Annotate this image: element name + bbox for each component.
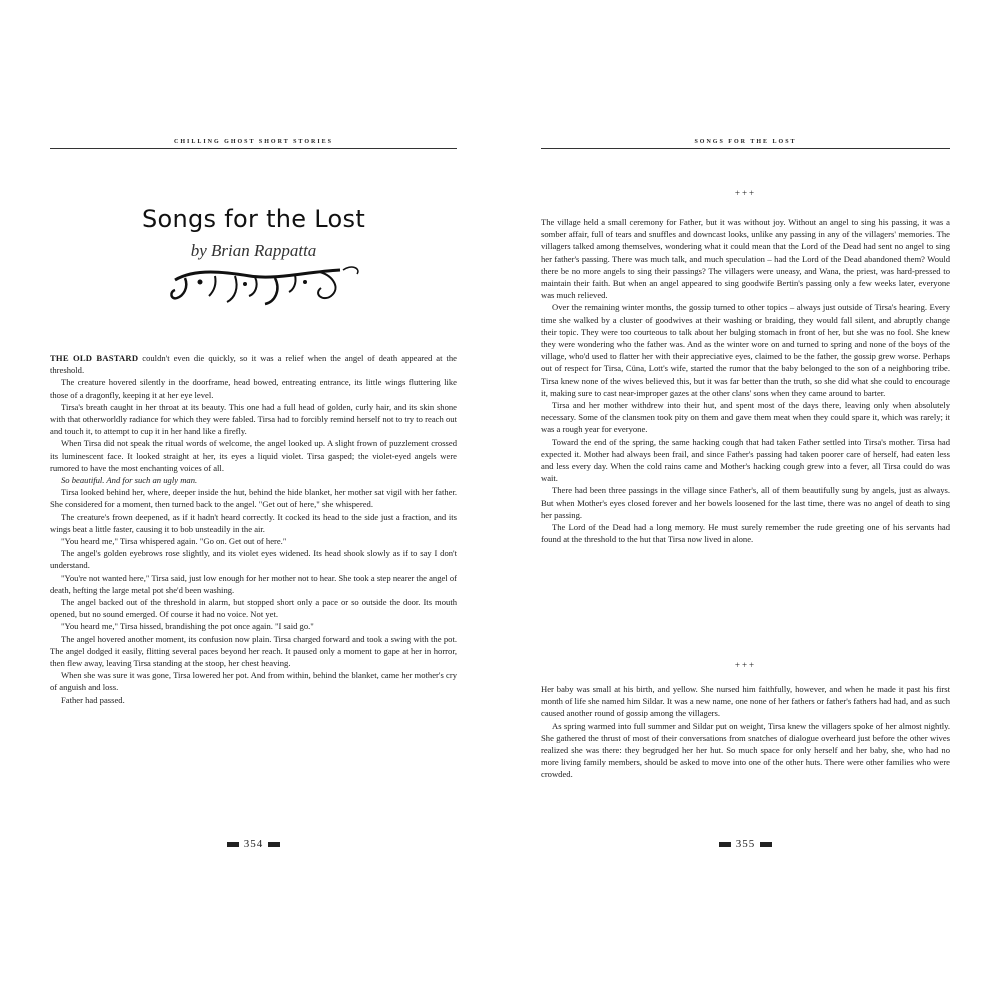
opening-text: couldn't even die quickly, so it was a relief when the angel of death appeared at the threshold. <box>50 353 457 376</box>
opening-paragraph <box>50 352 457 376</box>
folio-ornament-icon <box>268 842 280 847</box>
paragraph: As spring warmed into full summer and Sildar put on weight, Tirsa knew the villagers spoke of her almost nightly. She gathered the thrust of most of their conversations from snatches of dialogue overheard just before the other wives realized she was there: they begrudged her her hut. So much space for only herself and her baby, she, who had no more living family members, should be asked to move into one of the other huts. There were other families who were crowded. <box>541 720 950 780</box>
title-ornament <box>155 262 365 310</box>
paragraph: The Lord of the Dead had a long memory. He must surely remember the rude greeting one of his servants had found at the threshold to the hut that Tirsa now lived in alone. <box>541 522 950 545</box>
paragraph: When she was sure it was gone, Tirsa lowered her pot. And from within, behind the blanket, came her mother's cry of anguish and loss. <box>50 670 457 693</box>
left-page <box>50 0 457 1000</box>
paragraph: The angel's golden eyebrows rose slightly, and its violet eyes widened. Its head shook slowly as if to say I don't understand. <box>50 548 457 571</box>
paragraph: The angel hovered another moment, its confusion now plain. Tirsa charged forward and took a swing with the pot. The angel dodged it easily, flitting several paces beyond her reach. It paused only a moment to gape at her in horror, then flew away, leaving Tirsa standing at the stoop, her chest heaving. <box>50 633 457 669</box>
page-number-right <box>541 838 950 850</box>
paragraph: Over the remaining winter months, the gossip turned to other topics – always just outside of Tirsa's hearing. Every time she walked by a cluster of goodwives at their washing or braiding, they would fall silent, and abruptly change their topic. They were too courteous to talk about her bulging stomach in front of her, but she was no fool. She knew they were wondering who the father was. And as the winter wore on and turned to spring and none of the boys of the village, who'd used to flatter her with their appreciative eyes, claimed to be the father, the gossip grew worse. Perhaps out of respect for Tirsa, Cüna, Lott's wife, started the rumor that the baby belonged to the son of a neighboring tribe. Tirsa knew none of the wives believed this, but it was far better than the truth, so she did what she could to encourage it, making sure to cast near-improper gazes at the other clans' sons when they came around to barter. <box>541 302 950 398</box>
paragraph: There had been three passings in the village since Father's, all of them beautifully sung by angels, just as always. But when Mother's eyes closed forever and her bowels loosened for the last time, there was no angel of death to sing her passing. <box>541 485 950 520</box>
paragraph: The creature hovered silently in the doorframe, head bowed, entreating entrance, its little wings fluttering like those of a dragonfly, keeping it at her eye level. <box>50 377 457 400</box>
paragraph: "You're not wanted here," Tirsa said, just low enough for her mother not to hear. She took a step nearer the angel of death, hefting the large metal pot she'd been washing. <box>50 572 457 595</box>
paragraph-italic: So beautiful. And for such an ugly man. <box>61 475 198 486</box>
right-page-section-1 <box>541 216 950 545</box>
story-title: Songs for the Lost <box>141 205 366 233</box>
paragraph: "You heard me," Tirsa whispered again. "Go on. Get out of here." <box>61 536 287 547</box>
opening-smallcaps: THE OLD BASTARD <box>50 353 139 363</box>
paragraph: Father had passed. <box>61 694 125 705</box>
right-page <box>541 0 950 1000</box>
paragraph: The village held a small ceremony for Father, but it was without joy. Without an angel to sing his passing, it was a somber affair, full of tears and snuffles and downcast looks, unlike any passing in any of the villagers' memories. The villagers talked among themselves, wondering what it could mean that the Lord of the Dead had sent no angel to sing her father's passing. There was much talk, and much speculation – had the Lord of the Dead abandoned them? Would there be no more angels to sing their passings? The villagers were uneasy, and Wana, the priest, was hard-pressed to maintain their faith. But when an angel appeared to sing goodwife Bertin's passing only a few weeks later, everyone was much relieved. <box>541 217 950 301</box>
paragraph: Tirsa's breath caught in her throat at its beauty. This one had a full head of golden, curly hair, and its skin shone with that otherworldly radiance for which they were fabled. Tirsa had to forcibly remind herself not to try to reach out and touch it, to attempt to cup it in her hand like a firefly. <box>50 401 457 437</box>
right-page-section-2 <box>541 683 950 781</box>
page-number-left <box>50 838 457 850</box>
folio-ornament-icon <box>760 842 772 847</box>
page-number-text: 354 <box>243 838 264 850</box>
paragraph: The creature's frown deepened, as if it hadn't heard correctly. It cocked its head to the side just a fraction, and its wings beat a little faster, causing it to bob unsteadily in the air. <box>50 511 457 534</box>
paragraph: Tirsa and her mother withdrew into their hut, and spent most of the days there, leaving only when absolutely necessary. Some of the clansmen took pity on them and gave them meat when they could spare it, which was rarely; it was a rough year for everyone. <box>541 400 950 435</box>
left-page-body <box>50 352 457 706</box>
paragraph: The angel backed out of the threshold in alarm, but stopped short only a pace or so outside the door. Its mouth opened, but no sound emerged. Of course it had no voice. Not yet. <box>50 597 457 620</box>
paragraph: When Tirsa did not speak the ritual words of welcome, the angel looked up. A slight frown of puzzlement crossed its luminescent face. It looked straight at her, its eyes a liquid violet. Tirsa gasped; the violet-eyed angels were rumored to have the most enchanting voices of all. <box>50 438 457 473</box>
folio-ornament-icon <box>227 842 239 847</box>
paragraph: Her baby was small at his birth, and yellow. She nursed him faithfully, however, and when he made it past his first month of life she named him Sildar. It was a new name, one none of her fathers or father's fathers had had, and as such caused another round of gossip among the villagers. <box>541 684 950 719</box>
folio-ornament-icon <box>719 842 731 847</box>
paragraph: "You heard me," Tirsa hissed, brandishing the pot once again. "I said go." <box>61 621 314 632</box>
section-separator: +++ <box>734 188 757 198</box>
page-number-text: 355 <box>735 838 756 850</box>
story-byline: by Brian Rappatta <box>190 241 317 260</box>
section-separator: +++ <box>734 660 757 670</box>
running-head-left: CHILLING GHOST SHORT STORIES <box>50 139 457 149</box>
running-head-right: SONGS FOR THE LOST <box>541 139 950 149</box>
paragraph: Tirsa looked behind her, where, deeper inside the hut, behind the hide blanket, her mother sat vigil with her father. She considered for a moment, then turned back to the angel. "Get out of here," she whispered. <box>50 487 457 510</box>
paragraph: Toward the end of the spring, the same hacking cough that had taken Father settled into Tirsa's mother. Tirsa had expected it. Mother had always been frail, and since Father's passing had taken poorer care of herself, had eaten less and less every day. When the cold rains came and Mother's hacking cough grew into a fever, all Tirsa could do was wait. <box>541 436 950 484</box>
